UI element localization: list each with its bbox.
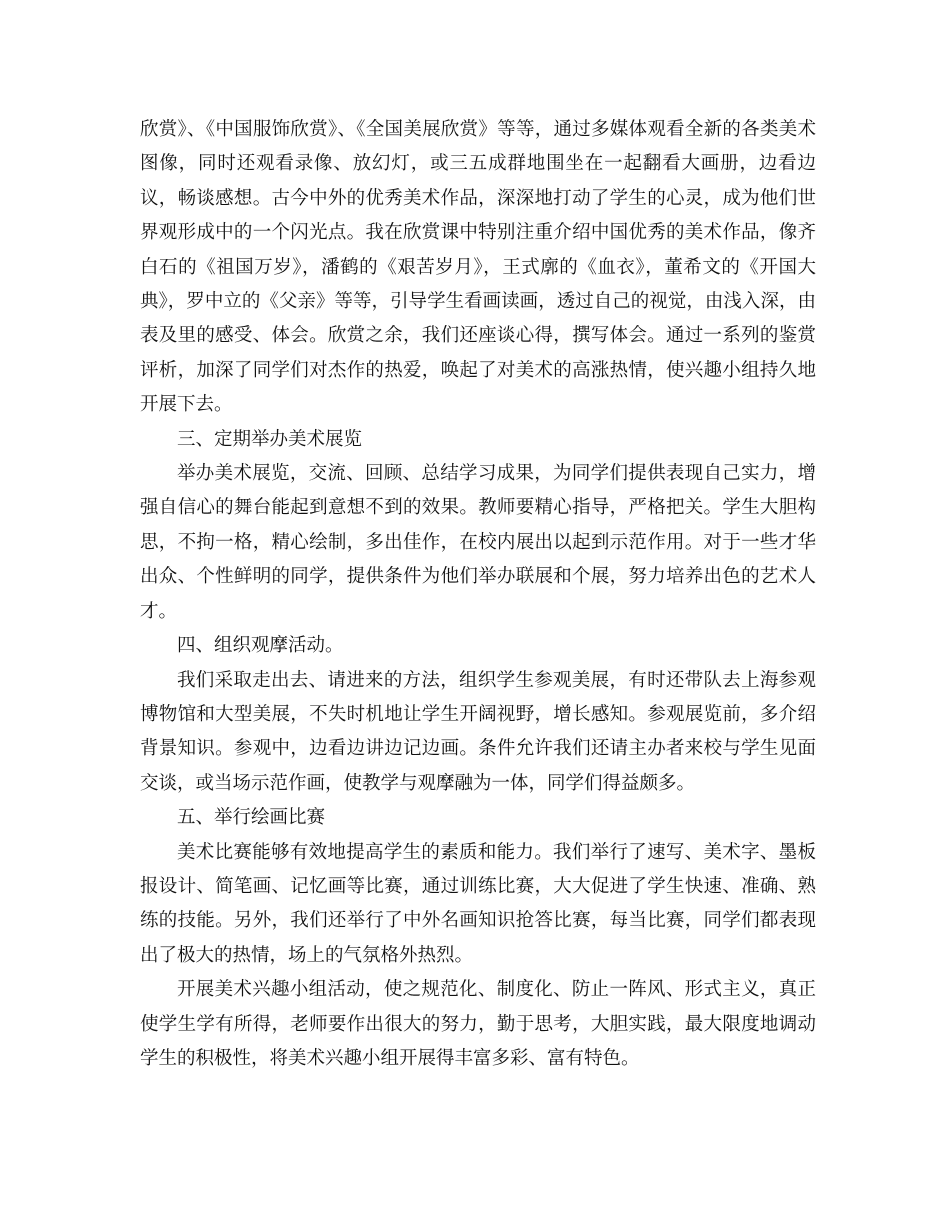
section-heading-competition: 五、举行绘画比赛 — [177, 807, 326, 829]
section-heading-exhibition: 三、定期举办美术展览 — [177, 428, 363, 450]
paragraph-appreciation-continued: 欣赏》、《中国服饰欣赏》、《全国美展欣赏》等等，通过多媒体观看全新的各类美术图像，同时还观看录像、放幻灯，或三五成群地围坐在一起翻看大画册，边看边议，畅谈感想。古今中外的优秀美术作品，深深地打动了学生的心灵，成为他们世界观形成中的一个闪光点。我在欣赏课中特别注重介绍中国优秀的美术作品，像齐白石的《祖国万岁》，潘鹤的《艰苦岁月》，王式廓的《血衣》，董希文的《开国大典》，罗中立的《父亲》等等，引导学生看画读画，透过自己的视觉，由浅入深，由表及里的感受、体会。欣赏之余，我们还座谈心得，撰写体会。通过一系列的鉴赏评析，加深了同学们对杰作的热爱，唤起了对美术的高涨热情，使兴趣小组持久地开展下去。 — [140, 119, 816, 416]
section-heading-observation: 四、组织观摩活动。 — [177, 635, 344, 657]
paragraph-conclusion: 开展美术兴趣小组活动，使之规范化、制度化、防止一阵风、形式主义，真正使学生学有所得，老师要作出很大的努力，勤于思考，大胆实践，最大限度地调动学生的积极性，将美术兴趣小组开展得丰富多彩、富有特色。 — [140, 979, 816, 1069]
paragraph-exhibition: 举办美术展览，交流、回顾、总结学习成果，为同学们提供表现自己实力，增强自信心的舞台能起到意想不到的效果。教师要精心指导，严格把关。学生大胆构思，不拘一格，精心绘制，多出佳作，在校内展出以起到示范作用。对于一些才华出众、个性鲜明的同学，提供条件为他们举办联展和个展，努力培养出色的艺术人才。 — [140, 463, 816, 622]
document-body — [140, 113, 816, 1076]
paragraph-observation: 我们采取走出去、请进来的方法，组织学生参观美展，有时还带队去上海参观博物馆和大型美展，不失时机地让学生开阔视野，增长感知。参观展览前，多介绍背景知识。参观中，边看边讲边记边画。条件允许我们还请主办者来校与学生见面交谈，或当场示范作画，使教学与观摩融为一体，同学们得益颇多。 — [140, 669, 816, 794]
paragraph-competition: 美术比赛能够有效地提高学生的素质和能力。我们举行了速写、美术字、墨板报设计、简笔画、记忆画等比赛，通过训练比赛，大大促进了学生快速、准确、熟练的技能。另外，我们还举行了中外名画知识抢答比赛，每当比赛，同学们都表现出了极大的热情，场上的气氛格外热烈。 — [140, 841, 816, 966]
